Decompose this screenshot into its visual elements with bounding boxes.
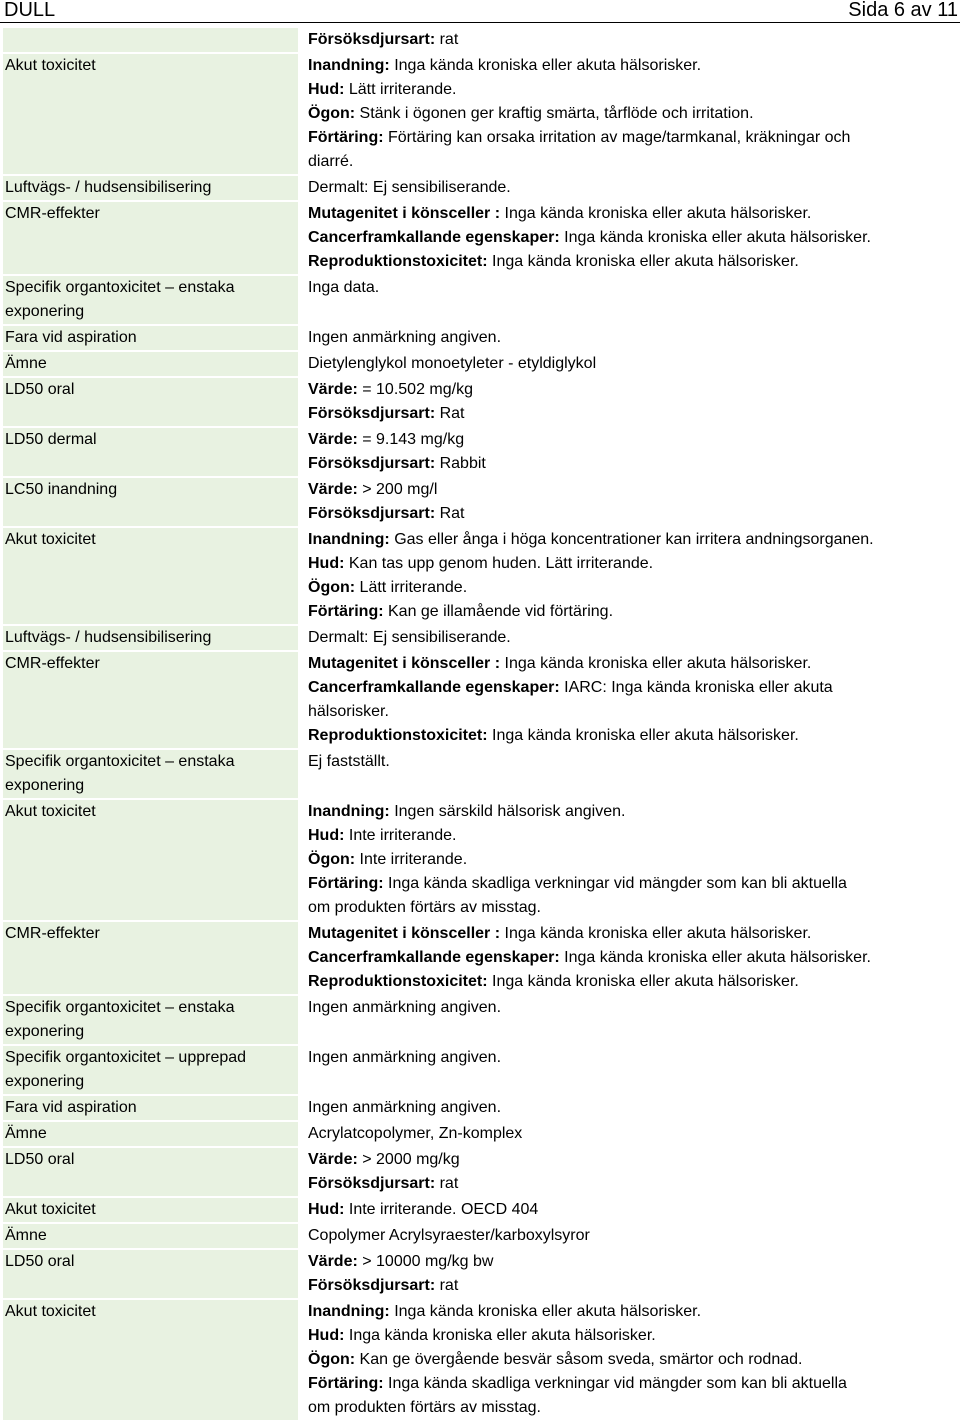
row-value xyxy=(304,528,954,624)
value-text: = 9.143 mg/kg xyxy=(357,431,465,448)
value-text: Inga kända kroniska eller akuta hälsorisker. xyxy=(487,973,799,990)
value-line xyxy=(308,824,950,848)
row-label: LD50 oral xyxy=(3,1250,298,1298)
table-row xyxy=(0,1224,960,1248)
value-line xyxy=(308,78,950,102)
row-value xyxy=(304,996,954,1044)
row-label: Specifik organtoxicitet – enstaka exponering xyxy=(3,276,298,324)
page-header xyxy=(0,0,960,23)
value-key: Reproduktionstoxicitet: xyxy=(308,727,488,744)
row-label: Akut toxicitet xyxy=(3,528,298,624)
value-line xyxy=(308,896,950,920)
value-text: Förtäring kan orsaka irritation av mage/tarmkanal, kräkningar och xyxy=(383,129,851,146)
table-row xyxy=(0,1096,960,1120)
value-text: Stänk i ögonen ger kraftig smärta, tårflöde och irritation. xyxy=(355,105,754,122)
value-line xyxy=(308,1250,950,1274)
row-value xyxy=(304,428,954,476)
value-line xyxy=(308,126,950,150)
value-text: = 10.502 mg/kg xyxy=(357,381,473,398)
value-text: Kan tas upp genom huden. Lätt irriterande. xyxy=(344,555,654,572)
value-line xyxy=(308,1148,950,1172)
value-key: Försöksdjursart: xyxy=(308,1277,436,1294)
table-row xyxy=(0,800,960,920)
value-line xyxy=(308,276,950,300)
row-label: LC50 inandning xyxy=(3,478,298,526)
value-line xyxy=(308,922,950,946)
table-row xyxy=(0,428,960,476)
value-key: Förtäring: xyxy=(308,603,384,620)
value-line xyxy=(308,1274,950,1298)
value-line xyxy=(308,528,950,552)
value-text: > 2000 mg/kg xyxy=(357,1151,460,1168)
value-text: Inga data. xyxy=(308,279,380,296)
value-key: Ögon: xyxy=(308,1351,356,1368)
value-text: Inte irriterande. xyxy=(355,851,468,868)
value-text: Ingen anmärkning angiven. xyxy=(308,1099,502,1116)
value-text: Inte irriterande. xyxy=(344,827,457,844)
table-row xyxy=(0,378,960,426)
table-row xyxy=(0,1198,960,1222)
value-text: Rat xyxy=(435,405,465,422)
value-text: Inte irriterande. OECD 404 xyxy=(344,1201,539,1218)
row-value xyxy=(304,1224,954,1248)
row-value xyxy=(304,276,954,324)
value-text: Inga kända kroniska eller akuta hälsorisker. xyxy=(500,205,812,222)
value-key: Försöksdjursart: xyxy=(308,455,436,472)
value-line xyxy=(308,402,950,426)
value-text: Acrylatcopolymer, Zn-komplex xyxy=(308,1125,523,1142)
value-line xyxy=(308,1046,950,1070)
table-row xyxy=(0,478,960,526)
value-text: Ingen anmärkning angiven. xyxy=(308,999,502,1016)
value-key: Mutagenitet i könsceller : xyxy=(308,925,501,942)
row-label: Fara vid aspiration xyxy=(3,326,298,350)
value-line xyxy=(308,724,950,748)
value-text: hälsorisker. xyxy=(308,703,389,720)
value-key: Försöksdjursart: xyxy=(308,31,436,48)
row-label: Luftvägs- / hudsensibilisering xyxy=(3,176,298,200)
row-value xyxy=(304,1198,954,1222)
value-key: Inandning: xyxy=(308,531,390,548)
value-line xyxy=(308,226,950,250)
value-line xyxy=(308,1300,950,1324)
value-text: Rat xyxy=(435,505,465,522)
value-line xyxy=(308,352,950,376)
value-text: rat xyxy=(435,1175,459,1192)
value-key: Värde: xyxy=(308,481,358,498)
value-line xyxy=(308,378,950,402)
row-value xyxy=(304,750,954,798)
value-text: IARC: Inga kända kroniska eller akuta xyxy=(559,679,833,696)
row-label: LD50 oral xyxy=(3,378,298,426)
value-key: Mutagenitet i könsceller : xyxy=(308,655,501,672)
value-line xyxy=(308,250,950,274)
value-key: Försöksdjursart: xyxy=(308,505,436,522)
table-row xyxy=(0,176,960,200)
value-line xyxy=(308,102,950,126)
value-line xyxy=(308,1324,950,1348)
row-value xyxy=(304,478,954,526)
value-key: Inandning: xyxy=(308,803,390,820)
row-label xyxy=(3,28,298,52)
row-value xyxy=(304,176,954,200)
table-row xyxy=(0,326,960,350)
row-value xyxy=(304,1300,954,1420)
value-key: Förtäring: xyxy=(308,875,384,892)
row-label: Fara vid aspiration xyxy=(3,1096,298,1120)
table-row xyxy=(0,626,960,650)
value-text: Inga kända kroniska eller akuta hälsorisker. xyxy=(500,925,812,942)
row-label: CMR-effekter xyxy=(3,202,298,274)
table-row xyxy=(0,276,960,324)
value-line xyxy=(308,428,950,452)
value-key: Ögon: xyxy=(308,579,356,596)
value-key: Ögon: xyxy=(308,851,356,868)
value-line xyxy=(308,478,950,502)
row-value xyxy=(304,800,954,920)
value-key: Förtäring: xyxy=(308,129,384,146)
row-value xyxy=(304,1148,954,1196)
value-line xyxy=(308,1348,950,1372)
value-line xyxy=(308,700,950,724)
value-text: Ingen anmärkning angiven. xyxy=(308,329,502,346)
value-key: Ögon: xyxy=(308,105,356,122)
value-text: Kan ge illamående vid förtäring. xyxy=(383,603,614,620)
value-text: rat xyxy=(435,31,459,48)
value-line xyxy=(308,452,950,476)
value-text: Inga kända skadliga verkningar vid mängder som kan bli aktuella xyxy=(383,875,847,892)
value-text: Gas eller ånga i höga koncentrationer kan irritera andningsorganen. xyxy=(389,531,874,548)
row-value xyxy=(304,352,954,376)
value-line xyxy=(308,626,950,650)
toxicology-table xyxy=(0,28,960,1422)
row-label: CMR-effekter xyxy=(3,922,298,994)
row-value xyxy=(304,202,954,274)
value-text: Inga kända kroniska eller akuta hälsorisker. xyxy=(389,57,702,74)
value-key: Reproduktionstoxicitet: xyxy=(308,253,488,270)
table-row xyxy=(0,528,960,624)
row-label: LD50 dermal xyxy=(3,428,298,476)
value-text: > 200 mg/l xyxy=(357,481,438,498)
table-row xyxy=(0,922,960,994)
value-text: > 10000 mg/kg bw xyxy=(357,1253,494,1270)
table-row xyxy=(0,996,960,1044)
value-text: Dermalt: Ej sensibiliserande. xyxy=(308,629,511,646)
row-label: Specifik organtoxicitet – enstaka exponering xyxy=(3,750,298,798)
row-value xyxy=(304,626,954,650)
value-key: Hud: xyxy=(308,1201,345,1218)
value-line xyxy=(308,1224,950,1248)
table-row xyxy=(0,202,960,274)
row-label: Specifik organtoxicitet – enstaka exponering xyxy=(3,996,298,1044)
value-line xyxy=(308,970,950,994)
value-line xyxy=(308,326,950,350)
table-row xyxy=(0,750,960,798)
row-value xyxy=(304,1122,954,1146)
value-key: Inandning: xyxy=(308,1303,390,1320)
row-value xyxy=(304,54,954,174)
row-value xyxy=(304,922,954,994)
value-line xyxy=(308,996,950,1020)
value-text: Ej fastställt. xyxy=(308,753,390,770)
value-key: Cancerframkallande egenskaper: xyxy=(308,229,560,246)
value-key: Hud: xyxy=(308,1327,345,1344)
row-label: Luftvägs- / hudsensibilisering xyxy=(3,626,298,650)
value-key: Värde: xyxy=(308,1253,358,1270)
table-row xyxy=(0,652,960,748)
value-key: Hud: xyxy=(308,827,345,844)
value-line xyxy=(308,676,950,700)
value-key: Cancerframkallande egenskaper: xyxy=(308,679,560,696)
value-key: Värde: xyxy=(308,431,358,448)
row-label: Akut toxicitet xyxy=(3,1300,298,1420)
value-line xyxy=(308,176,950,200)
value-line xyxy=(308,576,950,600)
value-text: Inga kända kroniska eller akuta hälsorisker. xyxy=(500,655,812,672)
row-value xyxy=(304,1250,954,1298)
value-text: Inga kända kroniska eller akuta hälsorisker. xyxy=(344,1327,656,1344)
value-line xyxy=(308,28,950,52)
value-key: Mutagenitet i könsceller : xyxy=(308,205,501,222)
value-text: Rabbit xyxy=(435,455,486,472)
value-line xyxy=(308,502,950,526)
row-value xyxy=(304,1096,954,1120)
value-key: Försöksdjursart: xyxy=(308,405,436,422)
value-text: Dermalt: Ej sensibiliserande. xyxy=(308,179,511,196)
value-line xyxy=(308,848,950,872)
value-text: Inga kända kroniska eller akuta hälsorisker. xyxy=(389,1303,702,1320)
value-text: diarré. xyxy=(308,153,354,170)
value-text: Inga kända kroniska eller akuta hälsorisker. xyxy=(559,229,871,246)
value-key: Inandning: xyxy=(308,57,390,74)
table-row xyxy=(0,1046,960,1094)
value-text: Inga kända kroniska eller akuta hälsorisker. xyxy=(487,253,799,270)
value-line xyxy=(308,552,950,576)
value-line xyxy=(308,1198,950,1222)
value-line xyxy=(308,750,950,774)
value-line xyxy=(308,54,950,78)
row-label: Ämne xyxy=(3,1224,298,1248)
value-text: Ingen anmärkning angiven. xyxy=(308,1049,502,1066)
value-text: Kan ge övergående besvär såsom sveda, smärtor och rodnad. xyxy=(355,1351,803,1368)
value-line xyxy=(308,1372,950,1396)
row-label: Ämne xyxy=(3,352,298,376)
table-row xyxy=(0,1250,960,1298)
value-line xyxy=(308,1172,950,1196)
value-text: om produkten förtärs av misstag. xyxy=(308,899,541,916)
value-text: Copolymer Acrylsyraester/karboxylsyror xyxy=(308,1227,590,1244)
row-label: CMR-effekter xyxy=(3,652,298,748)
value-line xyxy=(308,872,950,896)
value-key: Försöksdjursart: xyxy=(308,1175,436,1192)
table-row xyxy=(0,1300,960,1420)
value-line xyxy=(308,652,950,676)
value-line xyxy=(308,600,950,624)
value-text: Inga kända kroniska eller akuta hälsorisker. xyxy=(559,949,871,966)
row-label: Akut toxicitet xyxy=(3,800,298,920)
row-value xyxy=(304,326,954,350)
value-line xyxy=(308,1396,950,1420)
value-line xyxy=(308,800,950,824)
row-value xyxy=(304,652,954,748)
row-label: Specifik organtoxicitet – upprepad exponering xyxy=(3,1046,298,1094)
value-text: Inga kända skadliga verkningar vid mängder som kan bli aktuella xyxy=(383,1375,847,1392)
value-key: Cancerframkallande egenskaper: xyxy=(308,949,560,966)
document-title: DULL xyxy=(4,0,56,21)
row-label: LD50 oral xyxy=(3,1148,298,1196)
table-row xyxy=(0,352,960,376)
value-line xyxy=(308,202,950,226)
row-value xyxy=(304,28,954,52)
value-line xyxy=(308,1096,950,1120)
value-text: Inga kända kroniska eller akuta hälsorisker. xyxy=(487,727,799,744)
value-line xyxy=(308,946,950,970)
row-label: Akut toxicitet xyxy=(3,1198,298,1222)
page-number: Sida 6 av 11 xyxy=(848,0,958,21)
value-key: Värde: xyxy=(308,381,358,398)
value-line xyxy=(308,150,950,174)
value-text: om produkten förtärs av misstag. xyxy=(308,1399,541,1416)
value-key: Värde: xyxy=(308,1151,358,1168)
table-row xyxy=(0,1148,960,1196)
row-value xyxy=(304,1046,954,1094)
table-row xyxy=(0,1122,960,1146)
row-label: Akut toxicitet xyxy=(3,54,298,174)
value-key: Reproduktionstoxicitet: xyxy=(308,973,488,990)
row-value xyxy=(304,378,954,426)
value-text: rat xyxy=(435,1277,459,1294)
value-text: Lätt irriterande. xyxy=(355,579,468,596)
value-text: Ingen särskild hälsorisk angiven. xyxy=(389,803,626,820)
value-key: Förtäring: xyxy=(308,1375,384,1392)
value-key: Hud: xyxy=(308,81,345,98)
value-text: Dietylenglykol monoetyleter - etyldiglykol xyxy=(308,355,597,372)
table-row xyxy=(0,54,960,174)
value-key: Hud: xyxy=(308,555,345,572)
row-label: Ämne xyxy=(3,1122,298,1146)
value-line xyxy=(308,1122,950,1146)
value-text: Lätt irriterande. xyxy=(344,81,457,98)
table-row xyxy=(0,28,960,52)
